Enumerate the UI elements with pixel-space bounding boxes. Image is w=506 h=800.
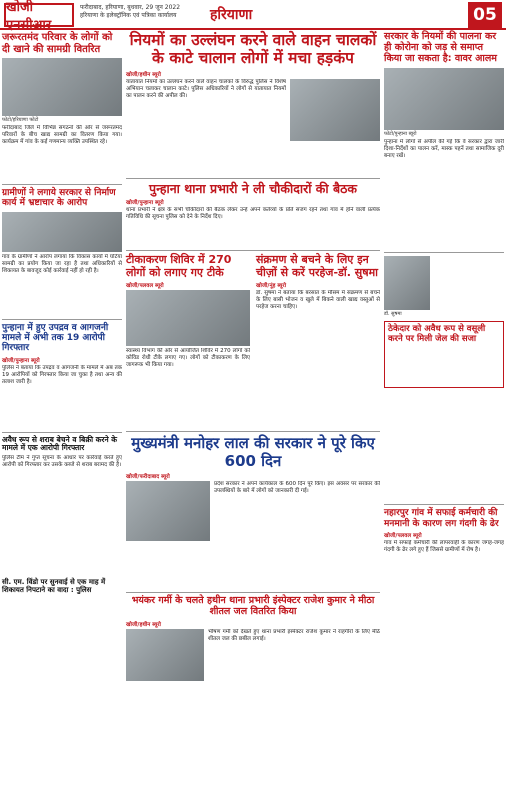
article-body: पुन्हाना में लोगों से अपील की गई कि वे सरकार द्वारा जारी दिशा-निर्देशों का पालन करें, मास्क पहनें तथा सामाजिक दूरी बनाए रखें। xyxy=(384,138,504,159)
byline: खोजी/फरीदाबाद ब्यूरो xyxy=(126,473,170,480)
photo-water-stall xyxy=(126,629,204,681)
cm-story-block xyxy=(126,481,380,589)
byline: खोजी/पुन्हाना ब्यूरो xyxy=(126,200,164,206)
divider xyxy=(2,319,122,320)
subheadline-cm-window: सी. एम. विंडो पर सुनवाई से एक माह में शिकायत निपटाने का वादा : पुलिस xyxy=(2,577,106,595)
article-body: प्रदेश सरकार ने अपने कार्यकाल के 600 दिन पूरे किए। इस अवसर पर सरकार की उपलब्धियों के बारे में लोगों को जानकारी दी गई। xyxy=(214,480,380,494)
photo-traffic-check xyxy=(290,79,380,141)
photo-dr-sushma xyxy=(384,256,430,310)
newspaper-logo: खोजी एनसीआर xyxy=(4,3,74,27)
infection-story xyxy=(256,254,380,428)
boxed-story xyxy=(384,321,504,389)
divider xyxy=(2,184,122,185)
photo-caption: फोटो/पुन्हाना ब्यूरो xyxy=(384,130,417,137)
right-column xyxy=(384,32,504,798)
divider xyxy=(384,504,504,505)
article-body: गांव में सफाई कर्मचारी की लापरवाही के कारण जगह-जगह गंदगी के ढेर लगे हुए हैं जिससे ग्रामीणों में रोष है। xyxy=(384,539,504,553)
boxed-story-filler xyxy=(388,344,500,384)
byline: खोजी/हथीन ब्यूरो xyxy=(126,621,161,628)
divider xyxy=(126,431,380,432)
vaccination-story xyxy=(126,254,250,428)
headline-infection-prevention: संक्रमण से बचने के लिए इन चीज़ों से करें परहेज-डॉ. सुषमा xyxy=(256,253,378,279)
article-body: पुलिस टीम ने गुप्त सूचना के आधार पर कार्रवाई करते हुए आरोपी को गिरफ्तार कर उसके कब्जे से शराब बरामद की है। xyxy=(2,454,122,468)
photo-caption: फोटो/हरियाणा फोटो xyxy=(2,117,39,123)
masthead-meta xyxy=(80,4,180,20)
article-body-filler xyxy=(384,391,504,501)
byline: खोजी/हथीन ब्यूरो xyxy=(126,71,161,78)
article-body: भीषण गर्मी को देखते हुए थाना प्रभारी इंस्पेक्टर राजेश कुमार ने राहगीरों के लिए मीठे शीतल जल की छबील लगाई। xyxy=(208,628,380,642)
headline-food-distribution: जरूरतमंद परिवार के लोगों को दी खाने की सामग्री वितरित xyxy=(2,32,113,55)
date-line: फरीदाबाद, हरियाणा, बुधवार, 29 जून 2022 xyxy=(80,4,181,11)
page-number: 05 xyxy=(468,2,502,28)
byline: खोजी/पुन्हाना ब्यूरो xyxy=(2,357,40,364)
middle-column xyxy=(126,32,380,798)
headline-covid-rules: सरकार के नियमों की पालना कर ही कोरोना को जड़ से समाप्त किया जा सकता है: वावर आलम xyxy=(384,31,497,64)
article-body: थाना प्रभारी ने क्षेत्र के सभी चौकीदारों की बैठक लेकर उन्हें अपने कर्तव्यों के प्रति सजग रहने तथा गांव में होने वाली प्रत्येक गतिविधि की सूचना पुलिस को देने के निर्देश दिए। xyxy=(126,207,380,220)
photo-vaccination xyxy=(126,290,250,346)
water-story-block xyxy=(126,629,380,725)
headline-water-distribution: भयंकर गर्मी के चलते हथीन थाना प्रभारी इंस्पेक्टर राजेश कुमार ने मीठा शीतल जल वितरित किया xyxy=(131,594,375,617)
divider xyxy=(2,432,122,433)
byline: खोजी/पलवल ब्यूरो xyxy=(384,532,422,539)
article-body: फरीदाबाद जिले में विभिन्न संगठनों की ओर से जरूरतमंद परिवारों के बीच खाद्य सामग्री का वितरण किया गया। कार्यक्रम में गांव के कई गणमान्य व्यक्ति उपस्थित रहे। xyxy=(2,125,122,145)
photo-caption: डॉ. सुषमा xyxy=(384,310,402,317)
headline-cm-600-days: मुख्यमंत्री मनोहर लाल की सरकार ने पूरे किए 600 दिन xyxy=(131,434,375,470)
headline-arrests: पुन्हाना में हुए उपद्रव व आगजनी मामले में अभी तक 19 आरोपी गिरफ्तार xyxy=(2,322,109,354)
vaccination-and-infection-row xyxy=(126,254,380,428)
article-body: गांव के ग्रामीणों ने आरोप लगाया कि विकास कार्यों में घटिया सामग्री का प्रयोग किया जा रहा है तथा अधिकारियों से शिकायत के बावजूद कोई कार्रवाई नहीं हो रही है। xyxy=(2,253,122,274)
headline-liquor-arrest: अवैध रूप से शराब बेचने व बिक्री करने के मामले में एक आरोपी गिरफ्तार xyxy=(2,434,118,453)
divider xyxy=(384,252,504,253)
photo-construction xyxy=(2,212,122,252)
traffic-story-block xyxy=(126,79,380,175)
divider xyxy=(126,250,380,251)
article-body-filler xyxy=(2,597,122,767)
article-body: यातायात नियमों का उल्लंघन करने वाले वाहन चालकों के विरुद्ध पुलिस ने विशेष अभियान चलाकर चालान काटे। पुलिस अधिकारियों ने लोगों से यातायात नियमों का पालन करने की अपील की। xyxy=(126,78,286,99)
photo-cm-event xyxy=(126,481,210,541)
divider xyxy=(126,592,380,593)
headline-villagers-allegation: ग्रामीणों ने लगाये सरकार से निर्माण कार्य में भ्रष्टाचार के आरोप xyxy=(2,188,116,209)
headline-chowkidar-meeting: पुन्हाना थाना प्रभारी ने ली चौकीदारों की बैठक xyxy=(149,180,357,196)
masthead xyxy=(0,0,506,33)
left-column xyxy=(2,32,122,798)
divider xyxy=(126,178,380,179)
photo-speaker xyxy=(384,68,504,130)
byline: खोजी/नूंह ब्यूरो xyxy=(256,283,287,290)
headline-contractor-jail: ठेकेदार को अवैध रूप से वसूली करने पर मिली जेल की सजा xyxy=(388,323,486,344)
article-body: स्वास्थ्य विभाग की ओर से आयोजित शिविर में 270 लोगों को कोविड रोधी टीके लगाए गए। लोगों को टीकाकरण के लिए जागरूक भी किया गया। xyxy=(126,348,250,369)
article-body: डॉ. सुषमा ने बताया कि बरसात के मौसम में संक्रमण से बचने के लिए बासी भोजन व खुले में बिकने वाली खाद्य वस्तुओं से परहेज करना चाहिए। xyxy=(256,290,380,311)
sub-line: हरियाणा के इलेक्ट्रॉनिक एवं पत्रिका कार्यालय xyxy=(80,12,177,19)
article-body: पुलिस ने बताया कि उपद्रव व आगजनी के मामले में अब तक 19 आरोपियों को गिरफ्तार किया जा चुका है तथा अन्य की तलाश जारी है। xyxy=(2,364,122,385)
section-title: हरियाणा xyxy=(210,7,253,23)
headline-naharpur-garbage: नहारपुर गांव में सफाई कर्मचारी की मनमानी के कारण लग गंदगी के ढेर xyxy=(384,508,499,529)
headline-traffic-challan: नियमों का उल्लंघन करने वाले वाहन चालकों के काटे चालान लोगों में मचा हड़कंप xyxy=(129,31,377,67)
photo-food-distribution xyxy=(2,58,122,116)
headline-vaccination-camp: टीकाकरण शिविर में 270 लोगों को लगाए गए टीके xyxy=(126,253,232,279)
byline: खोजी/पलवल ब्यूरो xyxy=(126,283,164,290)
